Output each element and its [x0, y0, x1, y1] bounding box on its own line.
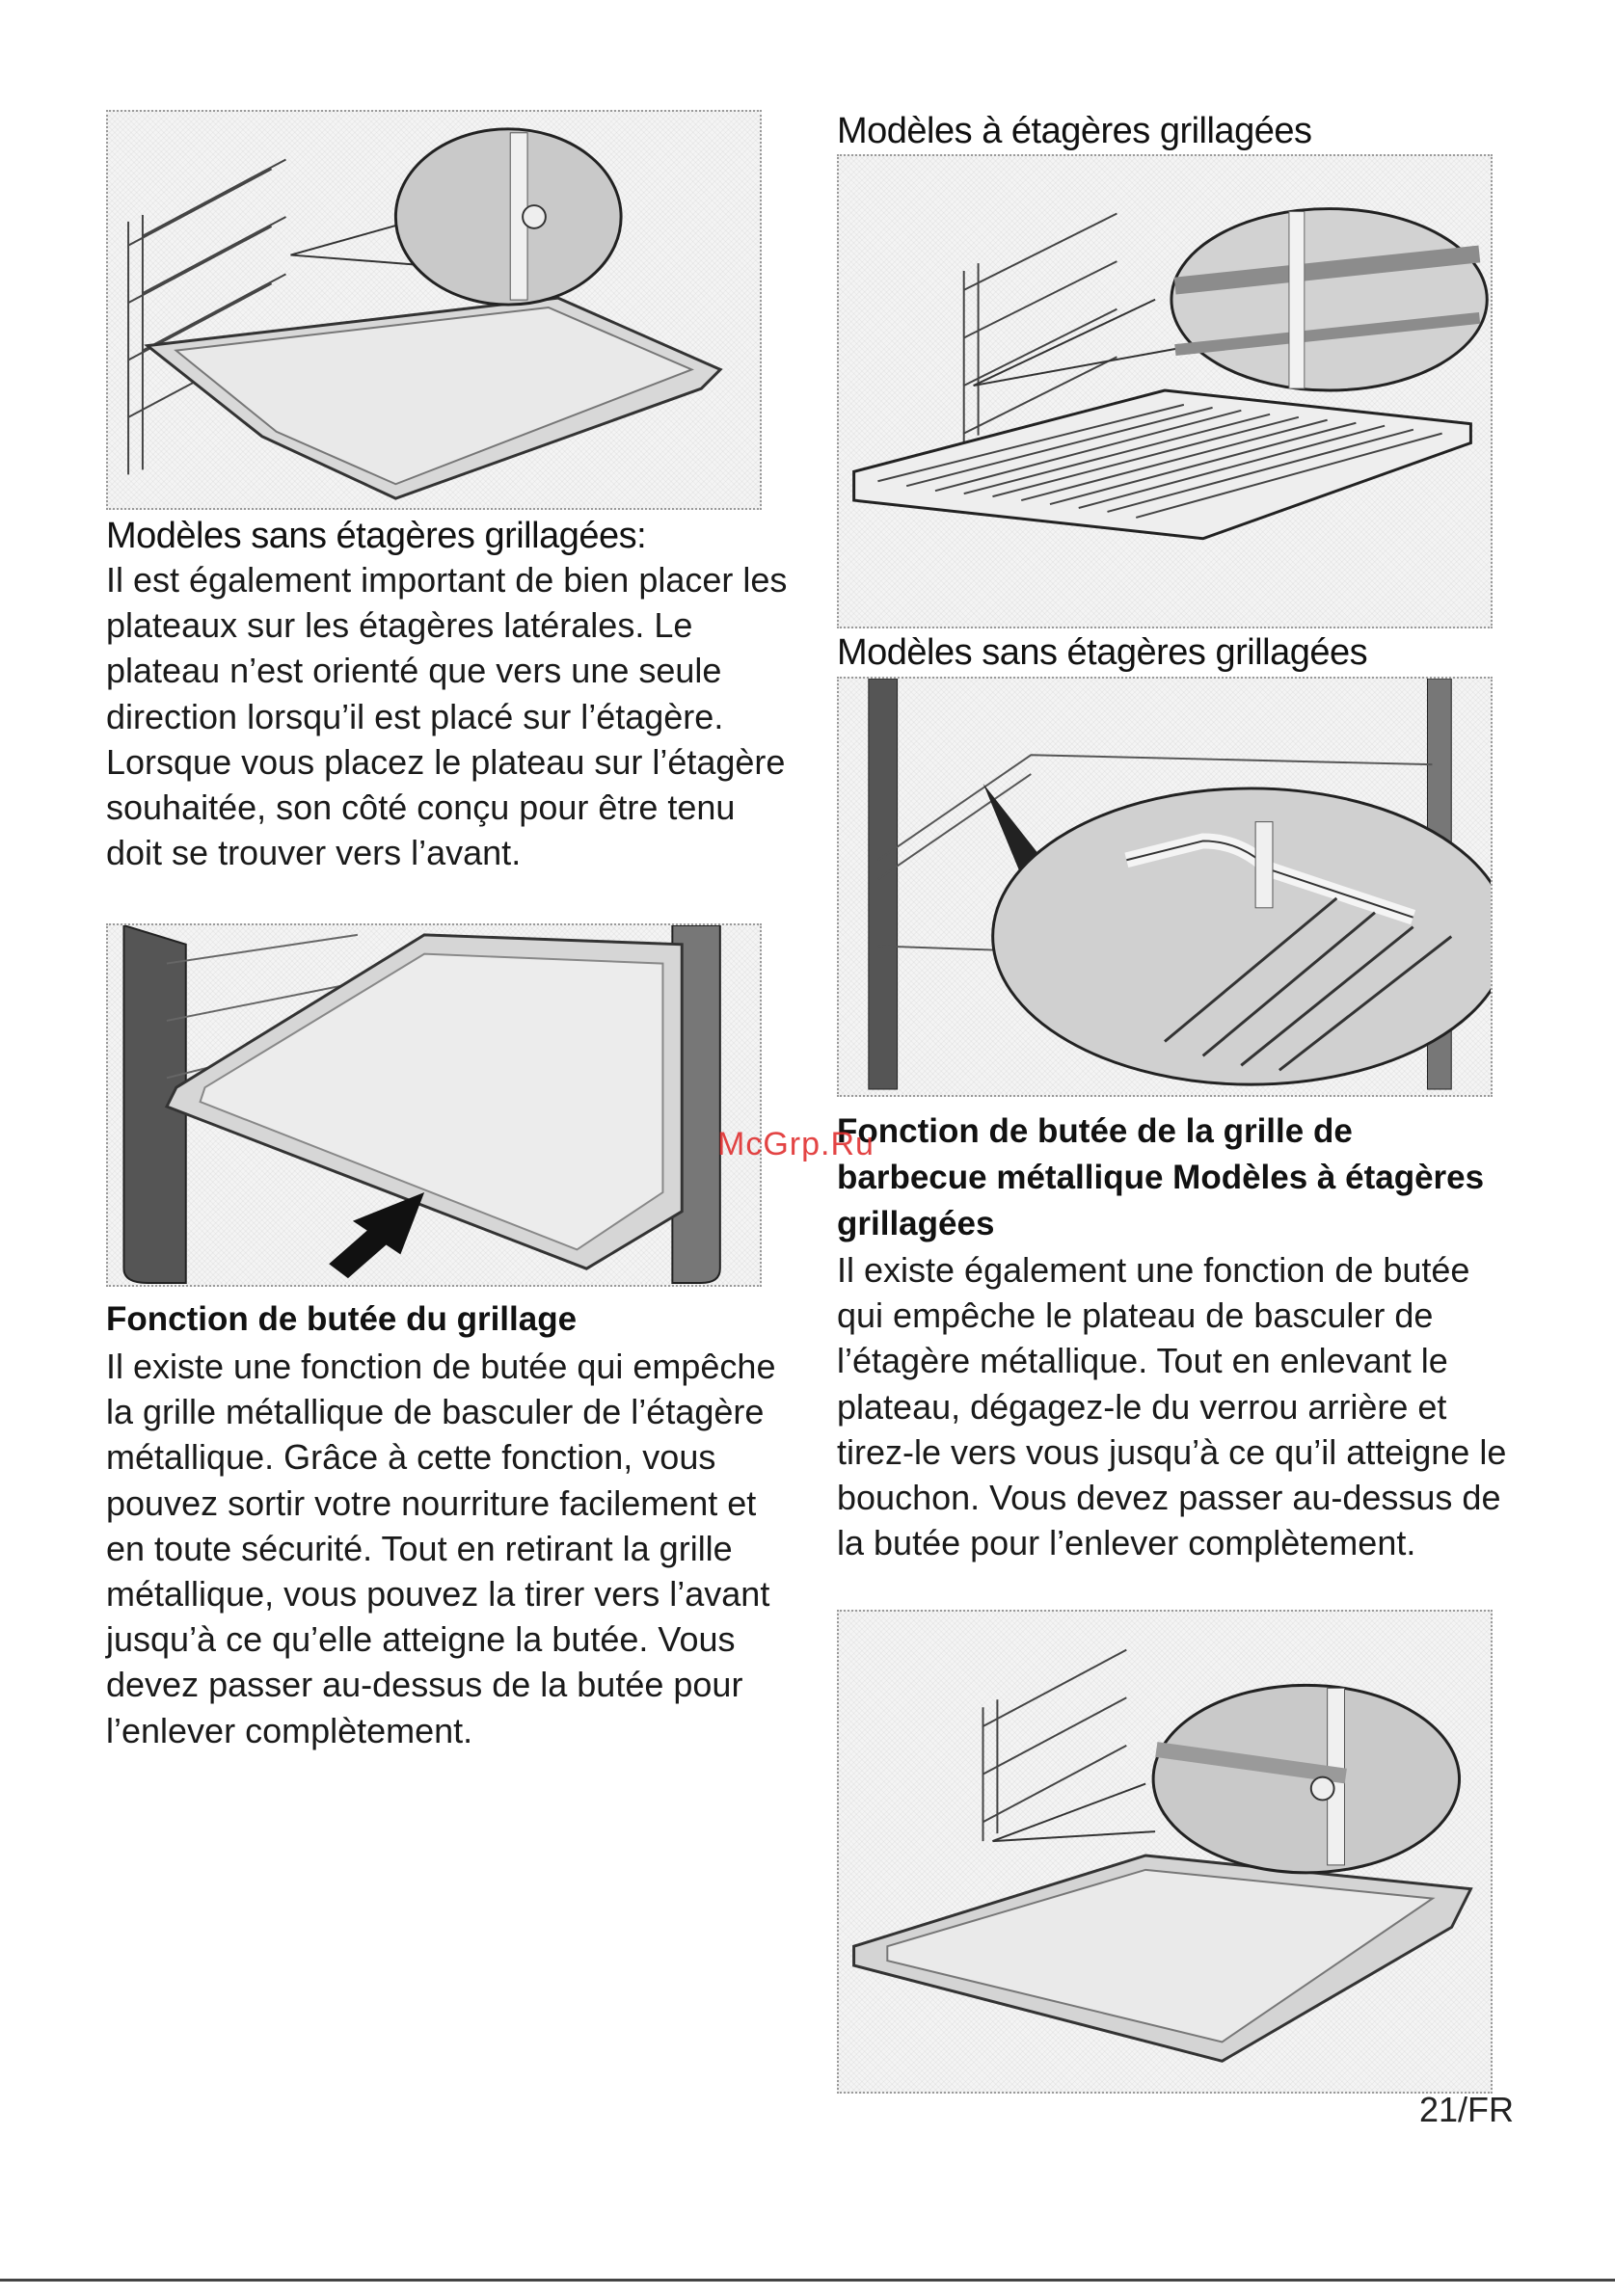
heading-models-without-wire-shelves	[106, 515, 646, 557]
rack-stopper-figure	[837, 677, 1493, 1097]
paragraph-grill-stopper: Il existe une fonction de butée qui empêche la grille métallique de basculer de l’étagère métallique. Grâce à cette fonction, vous pouvez sortir votre nourriture facilement et en toute sécurité. Tout en retirant la grille métallique, vous pouvez la tirer vers l’avant jusqu’à ce qu’elle atteigne la butée. Vous devez passer au-dessus de la butée pour l’enlever complètement.	[106, 1347, 776, 1750]
wire-rack-zoom-icon	[839, 156, 1491, 627]
tray-stopper-figure	[837, 1610, 1493, 2094]
heading-models-with-wire-shelves: Modèles à étagères grillagées	[837, 111, 1312, 151]
heading-models-without-wire-shelves-right: Modèles sans étagères grillagées	[837, 632, 1368, 673]
tray-on-side-rails-figure	[106, 110, 762, 510]
page-number: 21/FR	[1418, 2090, 1514, 2129]
heading-text: Modèles sans étagères grillagées	[106, 516, 637, 556]
paragraph-tray-placement: Il est également important de bien placer les plateaux sur les étagères latérales. Le plateau n’est orienté que vers une seule direction lorsqu’il est placé sur l’étagère. Lorsque vous placez le plateau sur l’étagère souhaitée, son côté conçu pour être tenu doit se trouver vers l’avant.	[106, 560, 788, 873]
rack-stopper-zoom-icon	[839, 679, 1491, 1095]
heading-barbecue-grill-stopper: Fonction de butée de la grille de barbecue métallique Modèles à étagères grillagées	[837, 1112, 1485, 1242]
tray-stopper-zoom-icon	[839, 1612, 1491, 2092]
tray-insertion-figure	[106, 923, 762, 1287]
bottom-rule	[0, 2279, 1615, 2282]
heading-grill-stopper: Fonction de butée du grillage	[106, 1300, 578, 1338]
heading-colon: :	[636, 516, 647, 556]
tray-arrow-icon	[108, 925, 760, 1285]
paragraph-tray-stopper: Il existe également une fonction de butée qui empêche le plateau de basculer de l’étagère métallique. Tout en enlevant le plateau, dégagez-le du verrou arrière et tirez-le vers vous jusqu’à ce qu’il atteigne le bouchon. Vous devez passer au-dessus de la butée pour l’enlever complètement.	[837, 1250, 1507, 1563]
watermark: McGrp.Ru	[717, 1126, 875, 1162]
wire-rack-on-shelves-figure	[837, 154, 1493, 628]
tray-with-zoom-icon	[108, 112, 760, 508]
